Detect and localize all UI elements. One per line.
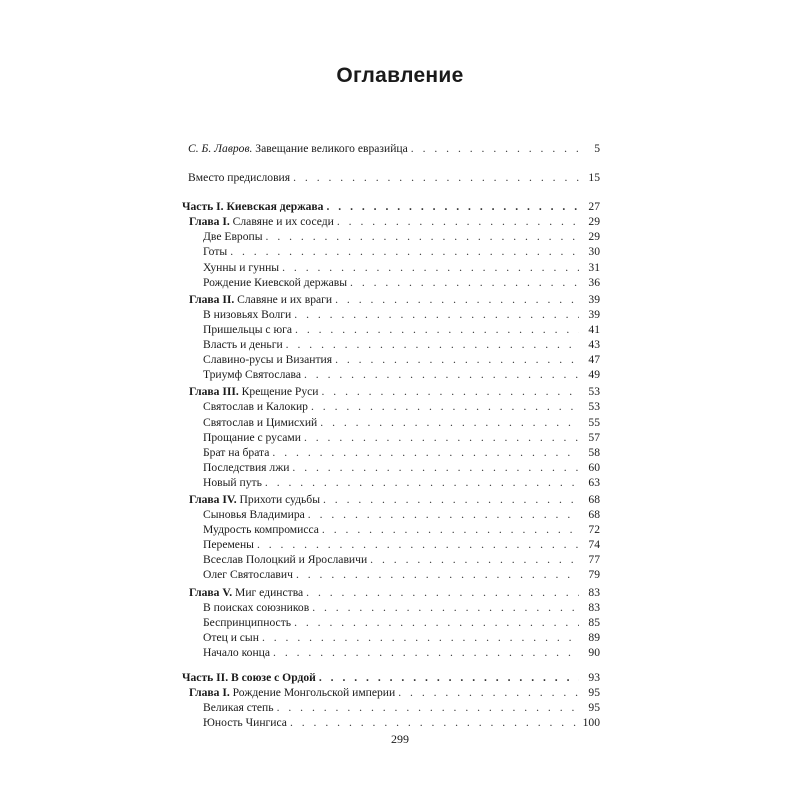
dot-leader	[312, 600, 579, 615]
toc-chapter-entry	[182, 214, 600, 229]
toc-page-number: 63	[588, 475, 600, 489]
dot-leader	[294, 307, 579, 322]
toc-author: С. Б. Лавров.	[188, 142, 253, 155]
toc-section-entry	[182, 399, 600, 414]
toc-section-entry	[182, 415, 600, 430]
dot-leader	[230, 244, 579, 259]
toc-section-title: Брат на брата	[203, 445, 270, 459]
toc-section-title: Мудрость компромисса	[203, 523, 319, 537]
toc-section-entry	[182, 460, 600, 475]
dot-leader	[296, 567, 579, 582]
toc-entry-title: Вместо предисловия	[188, 171, 291, 185]
toc-section-title: Прощание с русами	[203, 430, 301, 444]
toc-section-title: Готы	[203, 245, 228, 259]
toc-page-number: 100	[582, 716, 600, 730]
toc-section-entry	[182, 537, 600, 552]
toc-section-entry	[182, 615, 600, 630]
toc-chapter-prefix: Глава I.	[189, 215, 230, 229]
toc-page-number: 39	[588, 307, 600, 321]
toc-page-number: 72	[588, 523, 600, 537]
dot-leader	[286, 337, 579, 352]
toc-chapter-title: Крещение Руси	[238, 385, 319, 399]
toc-part-label: Часть I. Киевская держава	[182, 200, 324, 214]
toc-section-entry	[182, 507, 600, 522]
toc-chapter-title: Славяне и их враги	[234, 292, 333, 306]
dot-leader	[294, 615, 579, 630]
dot-leader	[304, 367, 579, 382]
dot-leader	[322, 522, 579, 537]
dot-leader	[266, 229, 579, 244]
toc-section-title: Две Европы	[203, 230, 263, 244]
toc-section-entry	[182, 229, 600, 244]
dot-leader	[257, 537, 579, 552]
toc-page-number: 83	[588, 600, 600, 614]
toc-section-entry	[182, 352, 600, 367]
dot-leader	[306, 585, 579, 600]
dot-leader	[265, 475, 579, 490]
toc-section-title: Святослав и Калокир	[203, 400, 308, 414]
toc-section-title: В низовьях Волги	[203, 307, 292, 321]
toc-chapter-label	[189, 492, 320, 507]
toc-section-title: Власть и деньги	[203, 338, 283, 352]
dot-leader	[272, 445, 579, 460]
page-title: Оглавление	[336, 64, 464, 87]
toc-section-entry	[182, 645, 600, 660]
toc-page-number: 95	[588, 686, 600, 700]
toc-section-title: Триумф Святослава	[203, 368, 301, 382]
toc-page-number: 49	[588, 368, 600, 382]
toc-page-number: 90	[588, 645, 600, 659]
toc-chapter-entry	[182, 384, 600, 399]
toc-entry-label	[188, 170, 290, 185]
toc-section-entry	[182, 445, 600, 460]
toc-chapter-prefix: Глава II.	[189, 292, 235, 306]
dot-leader	[320, 415, 579, 430]
toc-section-title: Славино-русы и Византия	[203, 353, 333, 367]
dot-leader	[326, 199, 579, 214]
toc-page-number: 77	[588, 553, 600, 567]
toc-chapter-label	[189, 292, 332, 307]
toc-part-entry	[182, 199, 600, 214]
toc-section-entry	[182, 337, 600, 352]
toc-chapter-entry	[182, 685, 600, 700]
toc-page-number: 60	[588, 460, 600, 474]
toc-page-number: 41	[588, 322, 600, 336]
toc-section-title: Сыновья Владимира	[203, 508, 305, 522]
toc-section-entry	[182, 322, 600, 337]
toc-page-number: 47	[588, 353, 600, 367]
toc-section-title: Перемены	[203, 538, 254, 552]
toc-section-title: Рождение Киевской державы	[203, 275, 348, 289]
toc-intro-entry	[182, 141, 600, 156]
toc-section-entry	[182, 430, 600, 445]
toc-page-number: 83	[588, 585, 600, 599]
toc-entry-label	[188, 141, 408, 156]
dot-leader	[323, 492, 579, 507]
toc-page-number: 79	[588, 568, 600, 582]
toc-section-entry	[182, 367, 600, 382]
toc-section-entry	[182, 307, 600, 322]
toc-part-label: Часть II. В союзе с Ордой	[182, 671, 316, 684]
toc-section-title: Отец и сын	[203, 630, 259, 644]
toc-page-number: 89	[588, 630, 600, 644]
page-number: 299	[391, 732, 409, 746]
dot-leader	[308, 507, 579, 522]
toc-chapter-prefix: Глава III.	[189, 385, 239, 399]
dot-leader	[335, 352, 579, 367]
dot-leader	[335, 292, 579, 307]
toc-page-number: 55	[588, 415, 600, 429]
toc-page-number: 29	[588, 230, 600, 244]
toc-chapter-label	[189, 685, 395, 700]
table-of-contents	[182, 141, 600, 730]
toc-page-number: 93	[588, 671, 600, 684]
toc-page-number: 5	[594, 142, 600, 155]
dot-leader	[411, 141, 579, 156]
toc-page-number: 29	[588, 215, 600, 229]
dot-leader	[398, 685, 579, 700]
toc-section-title: Всеслав Полоцкий и Ярославичи	[203, 553, 368, 567]
toc-page-number: 30	[588, 245, 600, 259]
toc-section-title: Новый путь	[203, 475, 262, 489]
dot-leader	[370, 552, 579, 567]
toc-section-entry	[182, 275, 600, 290]
toc-section-entry	[182, 715, 600, 730]
toc-page-number: 53	[588, 400, 600, 414]
toc-section-title: Хунны и гунны	[203, 260, 280, 274]
dot-leader	[319, 670, 579, 685]
toc-page-number: 43	[588, 338, 600, 352]
toc-chapter-entry	[182, 292, 600, 307]
toc-entry-title: Завещание великого евразийца	[252, 142, 408, 155]
toc-chapter-entry	[182, 492, 600, 507]
toc-chapter-title: Миг единства	[232, 585, 304, 599]
dot-leader	[277, 700, 579, 715]
toc-chapter-prefix: Глава I.	[189, 686, 230, 700]
toc-page-number: 57	[588, 430, 600, 444]
toc-section-entry	[182, 630, 600, 645]
toc-section-title: Беспринципность	[203, 615, 292, 629]
toc-chapter-prefix: Глава IV.	[189, 492, 237, 506]
toc-page-number: 74	[588, 538, 600, 552]
toc-section-entry	[182, 552, 600, 567]
dot-leader	[337, 214, 579, 229]
toc-section-entry	[182, 260, 600, 275]
toc-chapter-label	[189, 585, 303, 600]
toc-section-title: Великая степь	[203, 701, 274, 715]
toc-section-entry	[182, 600, 600, 615]
dot-leader	[293, 170, 579, 185]
toc-section-entry	[182, 522, 600, 537]
toc-section-title: Святослав и Цимисхий	[203, 415, 318, 429]
toc-page-number: 85	[588, 615, 600, 629]
toc-chapter-title: Прихоти судьбы	[236, 492, 320, 506]
dot-leader	[273, 645, 579, 660]
dot-leader	[311, 399, 579, 414]
toc-chapter-prefix: Глава V.	[189, 585, 233, 599]
toc-chapter-title: Славяне и их соседи	[229, 215, 334, 229]
toc-chapter-label	[189, 384, 318, 399]
toc-page-number: 53	[588, 385, 600, 399]
toc-section-entry	[182, 475, 600, 490]
toc-section-title: Олег Святославич	[203, 568, 293, 582]
toc-section-title: Пришельцы с юга	[203, 322, 293, 336]
toc-page-number: 15	[588, 171, 600, 185]
toc-page-number: 36	[588, 275, 600, 289]
dot-leader	[350, 275, 579, 290]
toc-section-entry	[182, 244, 600, 259]
toc-page-number: 58	[588, 445, 600, 459]
toc-page-number: 39	[588, 292, 600, 306]
dot-leader	[295, 322, 579, 337]
toc-page-number: 27	[588, 200, 600, 214]
toc-chapter-entry	[182, 585, 600, 600]
dot-leader	[304, 430, 579, 445]
dot-leader	[292, 460, 579, 475]
dot-leader	[262, 630, 579, 645]
toc-page-number: 68	[588, 492, 600, 506]
toc-section-entry	[182, 567, 600, 582]
toc-section-title: Последствия лжи	[203, 460, 290, 474]
dot-leader	[290, 715, 579, 730]
toc-intro-entry	[182, 170, 600, 185]
toc-section-entry	[182, 700, 600, 715]
dot-leader	[282, 260, 579, 275]
toc-part-entry	[182, 670, 600, 685]
toc-section-title: Начало конца	[203, 645, 271, 659]
toc-section-title: В поисках союзников	[203, 600, 310, 614]
dot-leader	[321, 384, 579, 399]
toc-chapter-title: Рождение Монгольской империи	[229, 686, 396, 700]
toc-page-number: 95	[588, 701, 600, 715]
toc-page-number: 68	[588, 508, 600, 522]
toc-chapter-label	[189, 214, 334, 229]
toc-page-number: 31	[588, 260, 600, 274]
toc-section-title: Юность Чингиса	[203, 716, 287, 730]
